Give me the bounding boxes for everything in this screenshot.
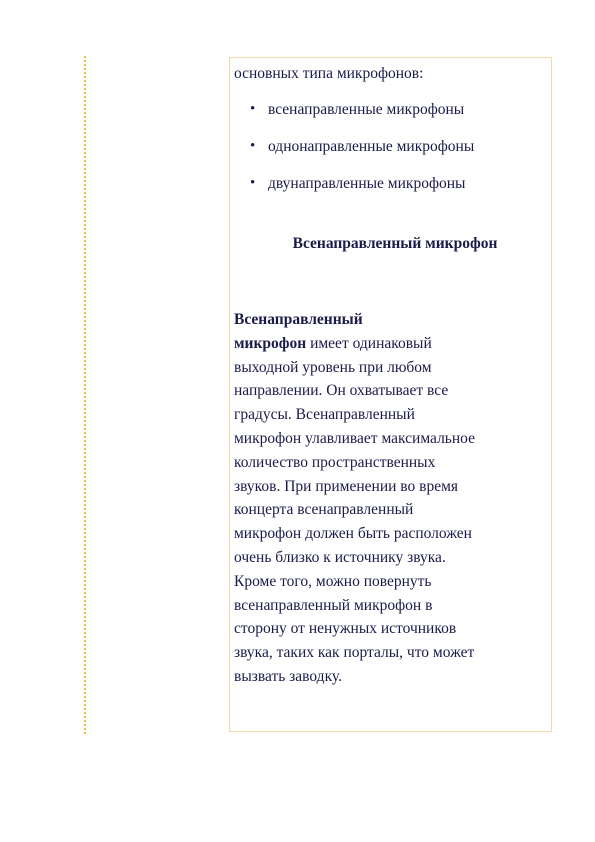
bullet-icon: • bbox=[250, 175, 256, 191]
bullet-icon: • bbox=[250, 138, 256, 154]
body-paragraph: Всенаправленный микрофон имеет одинаковый выходной уровень при любом направлении. Он охватывает все градусы. Всенаправленный микрофон улавливает максимальное количество пространственных звуков. При применении во время концерта всенаправленный микрофон должен быть расположен очень близко к источнику звука. Кроме того, можно повернуть всенаправленный микрофон в сторону от ненужных источников звука, таких как порталы, что может вызвать заводку. bbox=[234, 311, 475, 685]
intro-text: основных типа микрофонов: bbox=[234, 65, 424, 82]
list-item: • двунаправленные микрофоны bbox=[250, 175, 466, 192]
bullet-icon: • bbox=[250, 101, 256, 117]
bold-lead-1: Всенаправленный bbox=[234, 311, 363, 328]
list-item: • однонаправленные микрофоны bbox=[250, 138, 475, 155]
microphone-types-list bbox=[234, 100, 548, 193]
bold-lead-2: микрофон bbox=[234, 334, 307, 352]
text-column bbox=[234, 62, 548, 689]
section-heading: Всенаправленный микрофон bbox=[292, 235, 498, 252]
margin-dotted-line bbox=[84, 56, 86, 734]
list-item: • всенаправленные микрофоны bbox=[250, 101, 465, 118]
